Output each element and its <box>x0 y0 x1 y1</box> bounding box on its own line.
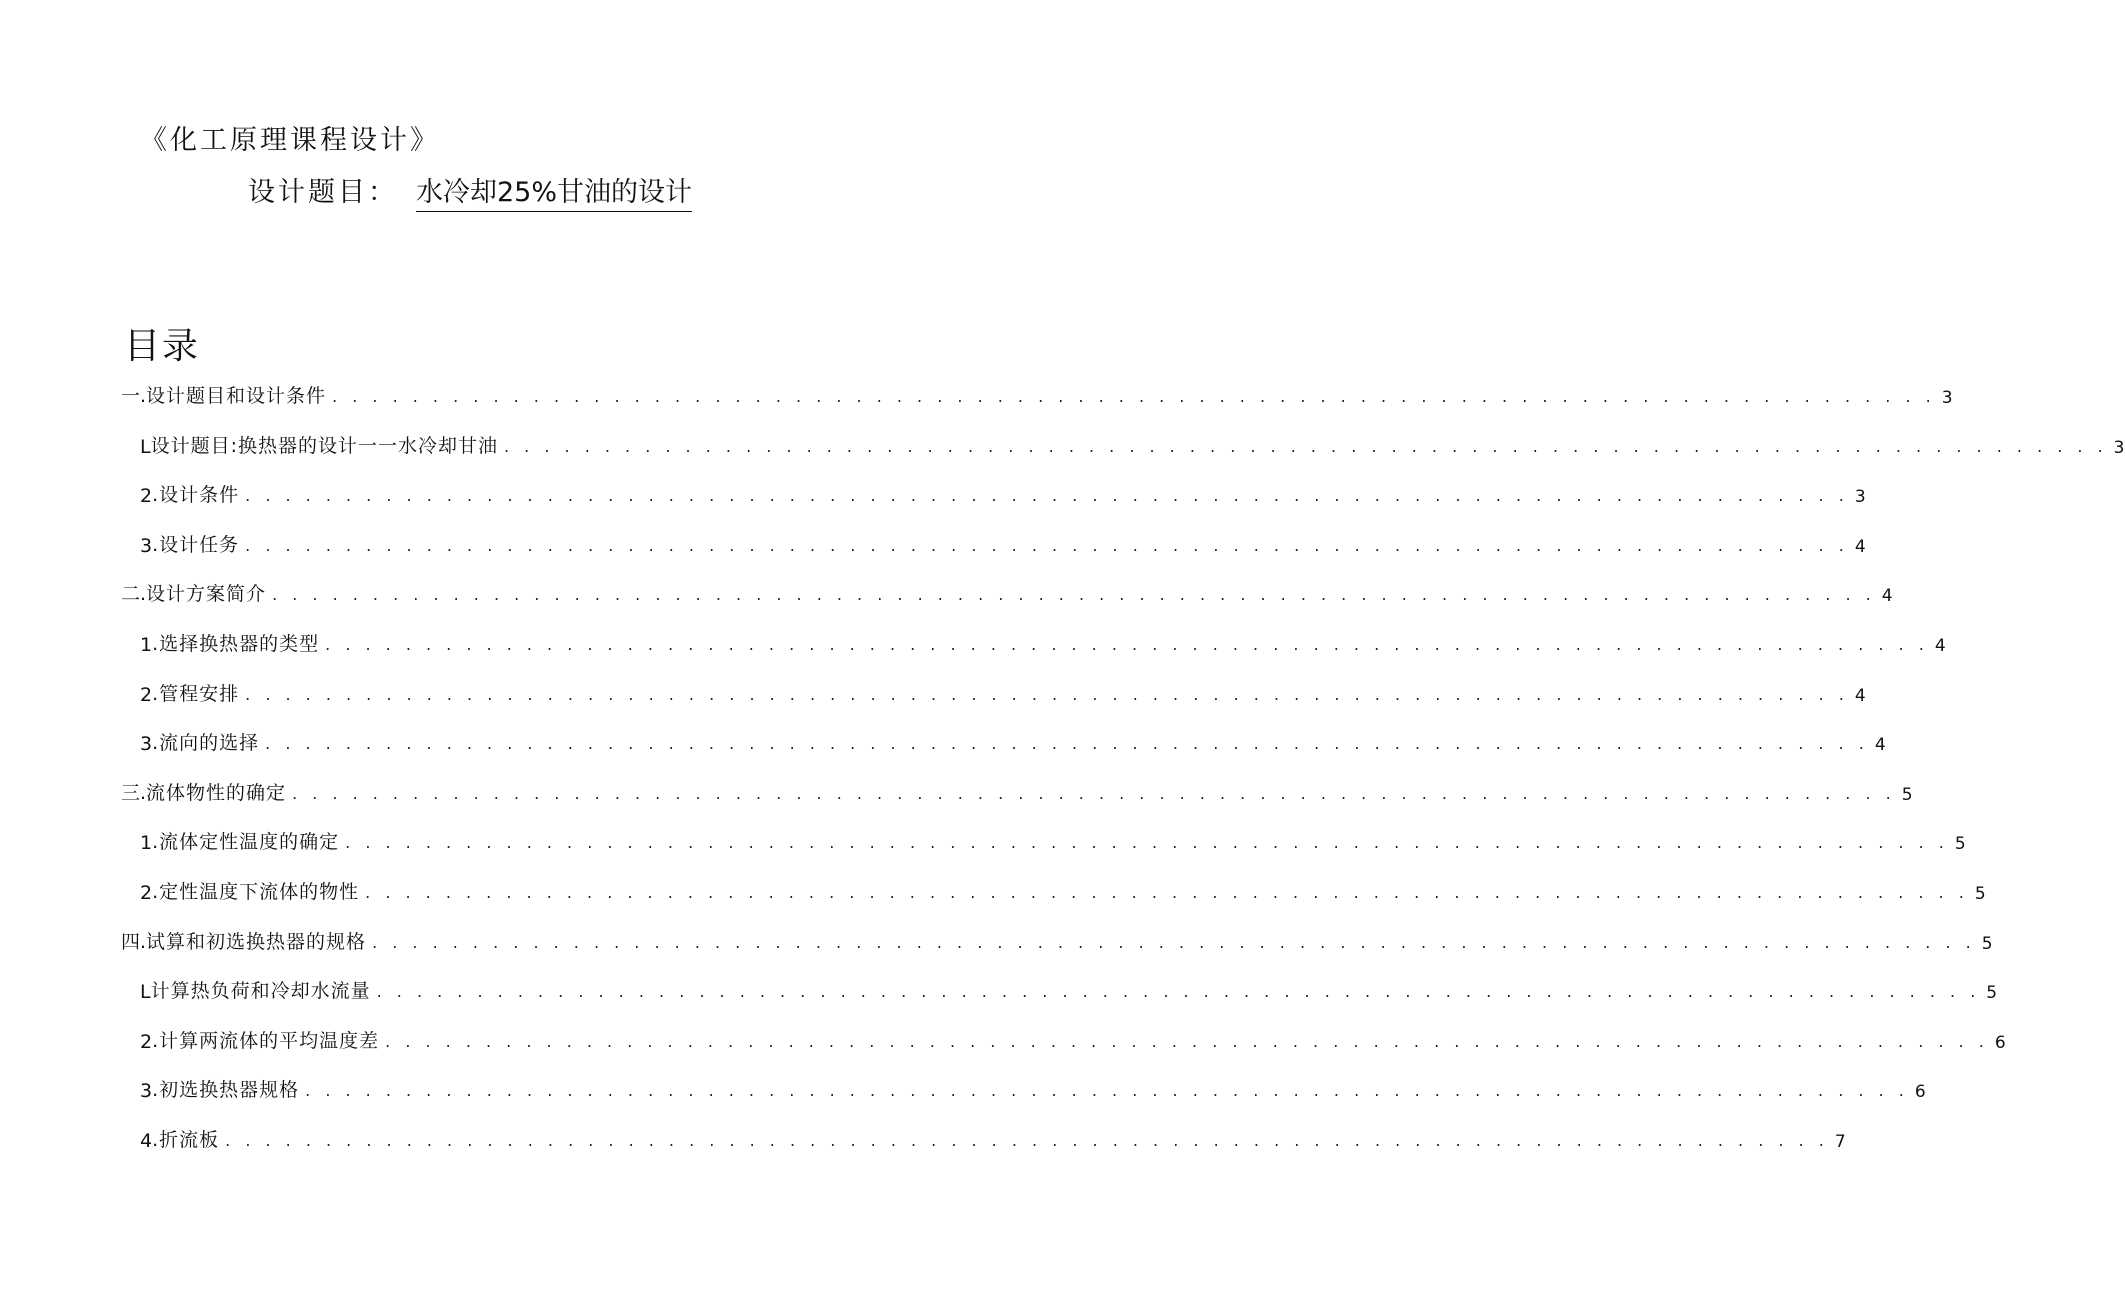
toc-entry[interactable] <box>140 676 1866 706</box>
toc-entry[interactable] <box>140 527 1866 557</box>
toc-entry[interactable] <box>140 1072 1926 1102</box>
toc-entry[interactable] <box>140 1023 2006 1053</box>
toc-entry[interactable] <box>140 973 1998 1003</box>
toc-dot-leader: . . . . . . . . . . . . . . . . . . . . . . . . . . . . . . . . . . . . . . . . . . . . . . . . . . . . . . . . . . . . . . . . . . . . . . . . . . . . . . . . <box>365 883 1969 902</box>
toc-entry-page: 5 <box>1901 785 1913 805</box>
toc-dot-leader: . . . . . . . . . . . . . . . . . . . . . . . . . . . . . . . . . . . . . . . . . . . . . . . . . . . . . . . . . . . . . . . . . . . . . . . . . . . . . . . . <box>385 1032 1989 1051</box>
toc-dot-leader: . . . . . . . . . . . . . . . . . . . . . . . . . . . . . . . . . . . . . . . . . . . . . . . . . . . . . . . . . . . . . . . . . . . . . . . . . . . . . . . . <box>376 982 1981 1001</box>
toc-entry-label: .选择换热器的类型 <box>152 633 320 655</box>
toc-entry-number: 二. <box>121 583 147 605</box>
toc-entry-page: 4 <box>1854 537 1866 557</box>
toc-entry-page: 5 <box>1954 834 1966 854</box>
toc-entry-page: 5 <box>1986 983 1998 1003</box>
toc-entry-number: 2 <box>140 684 153 706</box>
toc-entry-page: 3 <box>1941 388 1953 408</box>
toc-entry-label: .流体定性温度的确定 <box>152 831 340 853</box>
toc-dot-leader: . . . . . . . . . . . . . . . . . . . . . . . . . . . . . . . . . . . . . . . . . . . . . . . . . . . . . . . . . . . . . . . . . . . . . . . . . . . . . . . . <box>225 1131 1829 1150</box>
toc-entry[interactable] <box>140 824 1966 854</box>
toc-entry-label: 流体物性的确定 <box>146 782 287 804</box>
toc-entry-label: 设计题目和设计条件 <box>146 385 327 407</box>
toc-entry-page: 5 <box>1974 884 1986 904</box>
course-title: 《化工原理课程设计》 <box>140 125 440 156</box>
toc-entry[interactable] <box>121 775 1913 805</box>
toc-entry[interactable] <box>121 378 1953 408</box>
toc-entry-number: L <box>140 981 151 1003</box>
toc-entry-label: .初选换热器规格 <box>152 1079 300 1101</box>
toc-entry-label: .折流板 <box>152 1129 220 1151</box>
toc-dot-leader: . . . . . . . . . . . . . . . . . . . . . . . . . . . . . . . . . . . . . . . . . . . . . . . . . . . . . . . . . . . . . . . . . . . . . . . . . . . . . . . . <box>305 1081 1909 1100</box>
toc-entry-page: 3 <box>1854 487 1866 507</box>
toc-dot-leader: . . . . . . . . . . . . . . . . . . . . . . . . . . . . . . . . . . . . . . . . . . . . . . . . . . . . . . . . . . . . . . . . . . . . . . . . . . . . . . . . <box>332 387 1936 406</box>
toc-entry-number: 三. <box>121 782 147 804</box>
toc-entry-page: 7 <box>1834 1132 1846 1152</box>
toc-entry-page: 4 <box>1874 735 1886 755</box>
toc-entry-page: 6 <box>1994 1033 2006 1053</box>
toc-entry-label: .流向的选择 <box>152 732 260 754</box>
toc-entry-page: 3 <box>2113 438 2125 458</box>
toc-entry-page: 4 <box>1934 636 1946 656</box>
toc-entry-page: 4 <box>1881 586 1893 606</box>
toc-dot-leader: . . . . . . . . . . . . . . . . . . . . . . . . . . . . . . . . . . . . . . . . . . . . . . . . . . . . . . . . . . . . . . . . . . . . . . . . . . . . . . . . <box>345 833 1949 852</box>
toc-entry[interactable] <box>121 924 1993 954</box>
toc-entry-label: .设计条件 <box>152 484 240 506</box>
subject-value: 水冷却25%甘油的设计 <box>416 170 692 212</box>
toc-entry-label: 试算和初选换热器的规格 <box>146 931 367 953</box>
subject-label: 设计题目： <box>248 177 398 208</box>
toc-dot-leader: . . . . . . . . . . . . . . . . . . . . . . . . . . . . . . . . . . . . . . . . . . . . . . . . . . . . . . . . . . . . . . . . . . . . . . . . . . . . . . . . <box>245 536 1849 555</box>
toc-entry-label: .管程安排 <box>152 683 240 705</box>
toc-dot-leader: . . . . . . . . . . . . . . . . . . . . . . . . . . . . . . . . . . . . . . . . . . . . . . . . . . . . . . . . . . . . . . . . . . . . . . . . . . . . . . . . <box>245 486 1849 505</box>
toc-entry[interactable] <box>140 626 1946 656</box>
toc-dot-leader: . . . . . . . . . . . . . . . . . . . . . . . . . . . . . . . . . . . . . . . . . . . . . . . . . . . . . . . . . . . . . . . . . . . . . . . . . . . . . . . . <box>325 635 1929 654</box>
toc-entry[interactable] <box>140 1122 1846 1152</box>
toc-entry-number: 2 <box>140 485 153 507</box>
toc-entry[interactable] <box>140 725 1886 755</box>
toc-entry-label: 计算热负荷和冷却水流量 <box>150 980 371 1002</box>
toc-heading: 目录 <box>124 326 201 367</box>
toc-entry-label: .定性温度下流体的物性 <box>152 881 360 903</box>
toc-entry[interactable] <box>140 428 2125 458</box>
toc-entry-number: 1 <box>140 634 153 656</box>
toc-dot-leader: . . . . . . . . . . . . . . . . . . . . . . . . . . . . . . . . . . . . . . . . . . . . . . . . . . . . . . . . . . . . . . . . . . . . . . . . . . . . . . . . <box>245 685 1849 704</box>
toc-entry-number: 四. <box>121 931 147 953</box>
toc-dot-leader: . . . . . . . . . . . . . . . . . . . . . . . . . . . . . . . . . . . . . . . . . . . . . . . . . . . . . . . . . . . . . . . . . . . . . . . . . . . . . . . . <box>292 784 1896 803</box>
toc-entry[interactable] <box>140 874 1986 904</box>
toc-entry-page: 6 <box>1914 1082 1926 1102</box>
toc-dot-leader: . . . . . . . . . . . . . . . . . . . . . . . . . . . . . . . . . . . . . . . . . . . . . . . . . . . . . . . . . . . . . . . . . . . . . . . . . . . . . . . . <box>272 585 1876 604</box>
toc-entry-label: .设计任务 <box>152 534 240 556</box>
toc-entry-number: 4 <box>140 1130 153 1152</box>
toc-entry-number: 3 <box>140 733 153 755</box>
toc-entry-number: 1 <box>140 832 153 854</box>
toc-entry-number: 2 <box>140 1031 153 1053</box>
toc-entry-number: 3 <box>140 535 153 557</box>
toc-entry[interactable] <box>121 576 1893 606</box>
toc-entry[interactable] <box>140 477 1866 507</box>
toc-dot-leader: . . . . . . . . . . . . . . . . . . . . . . . . . . . . . . . . . . . . . . . . . . . . . . . . . . . . . . . . . . . . . . . . . . . . . . . . . . . . . . . . <box>265 734 1869 753</box>
toc-entry-number: 3 <box>140 1080 153 1102</box>
toc-dot-leader: . . . . . . . . . . . . . . . . . . . . . . . . . . . . . . . . . . . . . . . . . . . . . . . . . . . . . . . . . . . . . . . . . . . . . . . . . . . . . . . . <box>504 437 2108 456</box>
toc-entry-number: 一. <box>121 385 147 407</box>
toc-entry-label: 设计题目:换热器的设计一一水冷却甘油 <box>150 435 498 457</box>
toc-entry-page: 4 <box>1854 686 1866 706</box>
subject-row <box>248 170 692 212</box>
toc-entry-number: 2 <box>140 882 153 904</box>
toc-entry-number: L <box>140 436 151 458</box>
toc-entry-label: 设计方案简介 <box>146 583 267 605</box>
toc-dot-leader: . . . . . . . . . . . . . . . . . . . . . . . . . . . . . . . . . . . . . . . . . . . . . . . . . . . . . . . . . . . . . . . . . . . . . . . . . . . . . . . . <box>372 933 1976 952</box>
toc-entry-page: 5 <box>1981 934 1993 954</box>
toc-entry-label: .计算两流体的平均温度差 <box>152 1030 380 1052</box>
